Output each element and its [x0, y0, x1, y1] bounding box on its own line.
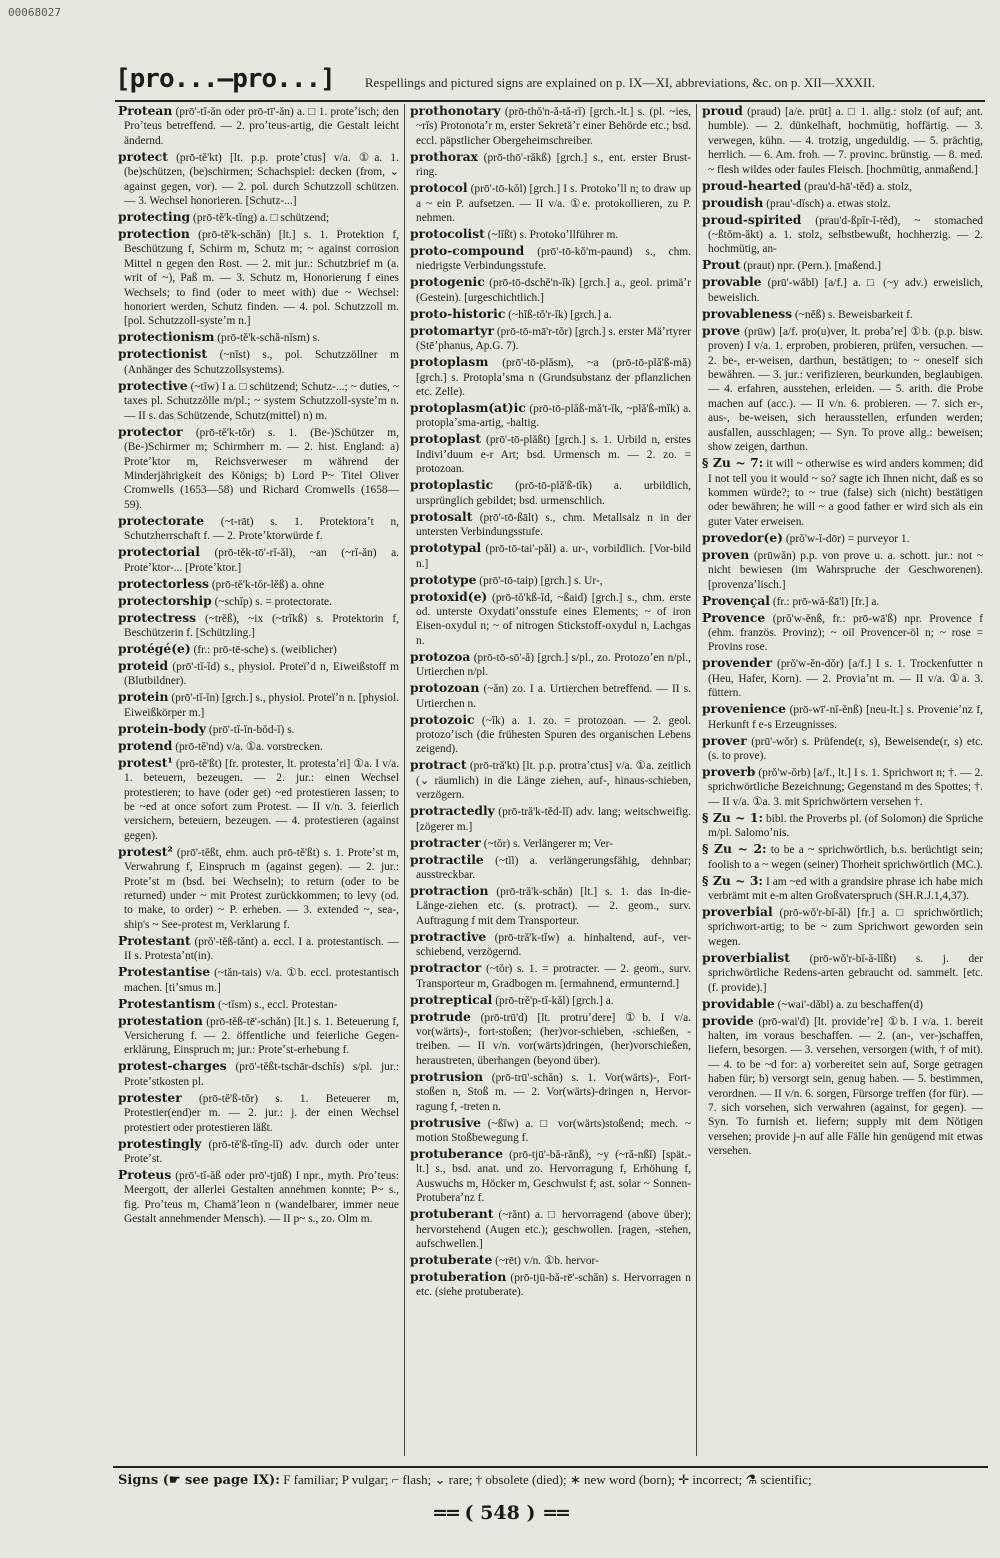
entry-headword: Protestantise [118, 964, 211, 980]
entry-headword: § Zu ~ 1: [702, 809, 763, 825]
dictionary-entry [702, 905, 983, 949]
entry-definition: (prū'-wŏr) s. Prüfende(r, s), Beweisende(r, s) etc. (s. to prove). [708, 735, 983, 762]
dictionary-entry [410, 1207, 691, 1251]
dictionary-entry [410, 1147, 691, 1206]
dictionary-entry [410, 1010, 691, 1069]
entry-definition: (prō-trū'-schăn) s. 1. Vor(wärts)-, Fort-stoßen n, Stoß m. — 2. Vor(wärts)-dringen n, Hervor-ragung f, -treten n. [416, 1071, 691, 1113]
dictionary-entry [410, 1270, 691, 1300]
dictionary-entry [118, 997, 399, 1012]
entry-definition: (prō-wŏ'r-bĭ-ă-lĭßt) s. j. der sprichwörtliche Redens-arten gebraucht od. sammelt. [etc. (f. provide).] [708, 952, 983, 994]
entry-headword: protest-charges [118, 1058, 227, 1074]
entry-definition: (prau'd-hā'-tĕd) a. stolz, [804, 180, 912, 193]
entry-headword: prototype [410, 571, 477, 587]
entry-definition: (prō-tō-tai'-păl) a. ur-, vorbildlich. [Vor-bild n.] [416, 543, 691, 570]
entry-headword: provide [702, 1012, 754, 1028]
entry-headword: protomartyr [410, 322, 494, 338]
dictionary-entry [118, 1168, 399, 1227]
entry-headword: provable [702, 274, 762, 290]
entry-headword: protoplasm(at)ic [410, 400, 526, 416]
entry-headword: protectress [118, 609, 197, 625]
dictionary-entry [702, 548, 983, 592]
entry-definition: (~nĕß) s. Beweisbarkeit f. [794, 308, 913, 321]
entry-definition: (prō-tō-plă'ß-tĭk) a. urbildlich, ursprünglich gebildet; bsd. urmenschlich. [416, 480, 691, 507]
entry-definition: (prō-tjū'-bă-rănß), ~y (~ră-nßĭ) [spät.-lt.] s., bsd. anat. und zo. Hervorragung f, Erhöhung f, Auswuchs m, Höcker m, Geschwulst f; ast. solar ~ Sonnen-Protuberaʼnz f. [416, 1149, 691, 1205]
entry-headword: provenience [702, 701, 786, 717]
entry-headword: protect [118, 148, 168, 164]
entry-definition: (~ßĭw) a. □ vor(wärts)stoßend; mech. ~ motion Stoßbewegung f. [416, 1117, 691, 1145]
entry-definition: (prō'-tĭ-ăn oder prō-tī'-ăn) a. □ 1. proteʼisch; den Proʼteus betreffend. — 2. proʼteus-artig, die Gestalt leicht ändernd. [124, 106, 399, 147]
entry-headword: proverbialist [702, 949, 790, 965]
signs-legend [118, 1472, 988, 1488]
entry-definition: (prō-trĕ'p-tĭ-kăl) [grch.] a. [495, 994, 614, 1007]
entry-definition: (prau'-dĭsch) a. etwas stolz. [766, 197, 891, 210]
entry-definition: (prō-tĕ'ß-tĭng-lĭ) adv. durch oder unter Proteʼst. [124, 1138, 399, 1166]
entry-headword: prothonotary [410, 104, 501, 118]
entry-headword: protocol [410, 180, 468, 196]
entry-headword: protein [118, 689, 169, 705]
dictionary-entry [702, 765, 983, 809]
entry-headword: provender [702, 655, 773, 671]
entry-definition: (prō-tō-mā'r-tŏr) [grch.] s. erster Mäʼrtyrer (Stēʼphanus, Ap.G. 7). [416, 325, 691, 353]
dictionary-entry [118, 690, 399, 720]
dictionary-entry [118, 210, 399, 225]
entry-definition: (praut) npr. (Pern.). [maßend.] [743, 260, 882, 273]
entry-headword: prototypal [410, 540, 482, 556]
dictionary-entry [410, 324, 691, 354]
dictionary-entry [410, 1116, 691, 1146]
entry-definition: (prō-tĕ'k-tŏr) s. 1. (Be-)Schützer m, (Be-)Schirmer m; Schirmherr m. — 2. hist. England: a) Proteʼktor m, Reichsverweser m während der Minderjährigkeit des Königs; b) Lord P~ Titel Oliver Cromwells (1653—58) und Richard Cromwells (1658—59). [124, 426, 399, 511]
header-note: Respellings and pictured signs are explained on p. IX—XI, abbreviations, &c. on p. XII—XXXII. [364, 75, 875, 90]
entry-headword: protecting [118, 209, 191, 225]
column-2 [404, 104, 696, 1456]
entry-definition: (~rēt) v/n. ①b. hervor- [495, 1255, 599, 1268]
entry-definition: (prūwăn) p.p. von prove u. a. schott. jur.: not ~ nicht bewiesen (im Wahrspruche der Geschworenen). [provenzaʼlisch.] [708, 549, 983, 591]
entry-headword: provedor(e) [702, 529, 783, 545]
entry-definition: (~nĭst) s., pol. Schutzzöllner m (Anhänger des Schutzzollsystems). [124, 349, 399, 376]
entry-definition: (prō-tĕ'kt) [lt. p.p. proteʼctus] v/a. ①a. 1. (be)schützen, (be)schirmen; Schachspiel: decken (from, ⌄ against gegen, vor). — 2. pol. durch Schutzzoll schützen. — 3. Wechsel honorieren. [Schutz-...] [124, 151, 399, 208]
entry-definition: (prō-tĕk-tō'-rĭ-ăl), ~an (~rĭ-ăn) a. Proteʼktor-... [Proteʼktor.] [124, 547, 399, 574]
dictionary-entry [410, 275, 691, 305]
entry-headword: protuberance [410, 1146, 504, 1162]
entry-headword: protractedly [410, 803, 495, 819]
entry-definition: (fr.: prō-wă-ßā'l) [fr.] a. [772, 595, 880, 608]
entry-headword: protuberation [410, 1269, 507, 1285]
dictionary-entry [410, 432, 691, 476]
entry-definition: I am ~ed with a grandsire phrase ich habe mich verbrämt mit e-m alten Großvaterspruch (SH.R.J.1,4,37). [708, 875, 983, 902]
entry-headword: prove [702, 322, 741, 338]
entry-definition: (~tŏr) s. 1. = protracter. — 2. geom., surv. Transporteur m, Gradbogen m. [ermahnend, ermunternd.] [416, 963, 691, 990]
entry-definition: (prō-tĕ'k-tŏr-lĕß) a. ohne [211, 578, 325, 591]
dictionary-entry [118, 545, 399, 575]
entry-headword: protozoa [410, 648, 471, 664]
dictionary-entry [410, 181, 691, 225]
dictionary-entry [410, 590, 691, 649]
entry-headword: Protestantism [118, 995, 216, 1011]
entry-definition: (~tĭsm) s., eccl. Protestan- [218, 998, 338, 1011]
dictionary-entry [702, 531, 983, 546]
entry-headword: protest¹ [118, 754, 173, 770]
entry-headword: prover [702, 732, 747, 748]
dictionary-entry [410, 713, 691, 757]
entry-definition: (prō-wī'-nĭ-ĕnß) [neu-lt.] s. Provenieʼnz f, Herkunft f e-s Erzeugnisses. [708, 704, 983, 731]
entry-definition: (prō-wai'd) [lt. provideʼre] ①b. I v/a. 1. bereit halten, im voraus beschaffen. — 2. (an-, ver-)schaffen, liefern, besorgen. — 3. versehen, versorgen (with, † of mit). — 4. to be ~d for: a) vorbereitet sein auf, Sorge getragen haben für; b) versorgt sein, genug haben. — 5. bestimmen, verordnen. — II v/n. 6. sorgen, Fürsorge treffen (for für). — 7. sich vorsehen, sich verwahren (against, for gegen). — Syn. To furnish et. liefern; supply mit dem Nötigen versehen; provide j-n auf alle Fälle hin genügend mit etwas versehen. [708, 1015, 983, 1158]
entry-definition: (~wai'-dăbl) a. zu beschaffen(d) [777, 998, 923, 1011]
dictionary-entry [118, 756, 399, 843]
dictionary-entry [702, 734, 983, 764]
entry-definition: (prō-tĕ'ßt) [fr. protester, lt. protestaʼri] ①a. I v/a. 1. beteuern, bezeugen. — 2. jur.: einen Wechsel protestieren; to have (oder get) ~ed protestieren lassen; to be ~ed at once sofort zum Protest. — II v/n. 3. feierlich versichern, beteuern, bezeugen. — 4. protestieren (against gegen). [124, 757, 399, 842]
dictionary-entry [118, 425, 399, 512]
entry-headword: protocolist [410, 226, 485, 242]
entry-headword: protection [118, 226, 190, 242]
dictionary-entry [410, 150, 691, 180]
entry-headword: protein-body [118, 720, 207, 736]
signs-label: Signs (☛ see page IX): [118, 1473, 280, 1488]
footer-rule [113, 1466, 988, 1468]
entry-definition: (~ăn) zo. I a. Urtierchen betreffend. — II s. Urtierchen n. [416, 683, 691, 710]
page-id: 00068027 [8, 6, 61, 19]
dictionary-entry [410, 836, 691, 851]
entry-headword: protestation [118, 1012, 203, 1028]
headword-range: [pro...—pro...] [115, 64, 335, 94]
entry-headword: protend [118, 737, 173, 753]
entry-headword: protester [118, 1089, 182, 1105]
entry-definition: (prō-tō-plăß-mă't-ĭk, ~plă'ß-mĭk) a. protoplaʼsma-artig, -haltig. [416, 403, 691, 430]
dictionary-entry [410, 104, 691, 148]
entry-headword: protoxid(e) [410, 588, 488, 604]
entry-headword: proto-historic [410, 305, 506, 321]
dictionary-entry [410, 681, 691, 711]
dictionary-entry [702, 842, 983, 872]
dictionary-entry [702, 594, 983, 609]
entry-definition: (prō-thō'-răkß) [grch.] s., ent. erster Brust-ring. [416, 151, 691, 179]
entry-definition: (~hĭß-tŏ'r-ĭk) [grch.] a. [508, 308, 612, 321]
dictionary-entry [702, 104, 983, 177]
entry-definition: (prō'-tō-kŏ'm-paund) s., chm. niedrigste Verbindungsstufe. [416, 246, 691, 273]
entry-definition: (~schĭp) s. = protectorate. [214, 595, 332, 608]
dictionary-entry [118, 594, 399, 609]
entry-headword: protectorship [118, 592, 212, 608]
entry-definition: (prō'-tĭ-ĭn-bŏd-ĭ) s. [208, 723, 295, 736]
entry-definition: (prau'd-ßpĭr-ĭ-tĕd), ~ stomached (~ßtŏm-ăkt) a. 1. stolz, selbstbewußt, hochherzig. — 2. hochmütig, an- [708, 214, 983, 256]
entry-definition: (prō-tĕ'k-schă-nĭsm) s. [217, 332, 320, 345]
dictionary-entry [410, 884, 691, 928]
dictionary-entry [410, 244, 691, 274]
entry-definition: (prŏ'w-ĕnß, fr.: prō-wā'ß) npr. Provence f (ehm. französ. Provinz); ~ oil Provencer-öl n; ~ rose = Provins rose. [708, 612, 983, 654]
dictionary-entry [410, 355, 691, 399]
dictionary-entry [410, 758, 691, 802]
dictionary-entry [410, 541, 691, 571]
entry-definition: (~tĭw) I a. □ schützend; Schutz-...; ~ duties, ~ taxes pl. Schutzzölle m/pl.; ~ system Schutzzoll-systeʼm n. — II s. das Schützende, Schutz(mittel) n) m. [124, 380, 399, 422]
entry-headword: proverbial [702, 904, 773, 919]
dictionary-entry [118, 722, 399, 737]
dictionary-entry [118, 1091, 399, 1135]
entry-headword: protestingly [118, 1135, 202, 1151]
entry-headword: prothorax [410, 148, 478, 164]
entry-headword: protozoic [410, 711, 475, 727]
entry-headword: protectionist [118, 346, 208, 362]
entry-definition: (prō'-tō-plăßt) [grch.] s. 1. Urbild n, erstes Indiviʼduum e-r Art; bsd. Urmensch m. — 2. zo. = protozoan. [416, 434, 691, 476]
entry-definition: (prō-wŏ'r-bĭ-ăl) [fr.] a. □ sprichwörtlich; sprichwort-artig; to be ~ zum Sprichwort geworden sein wegen. [708, 907, 983, 948]
entry-definition: (~trĕß), ~ix (~trĭkß) s. Protektorin f, Beschützerin f. [Schützling.] [124, 612, 399, 639]
entry-headword: protractor [410, 960, 482, 976]
entry-headword: protozoan [410, 680, 480, 696]
dictionary-entry [702, 456, 983, 529]
entry-definition: (prō-tră'kt) [lt. p.p. protraʼctus] v/a. ①a. zeitlich (⌄ räumlich) in die Länge ziehen, auf-, hinaus-schieben, verzögern. [416, 760, 691, 802]
entry-definition: (prō'-tō-ßālt) s., chm. Metallsalz n in der untersten Verbindungsstufe. [416, 511, 691, 539]
entry-headword: proven [702, 546, 750, 562]
dictionary-entry [118, 659, 399, 689]
dictionary-entry [410, 993, 691, 1008]
entry-headword: § Zu ~ 2: [702, 841, 767, 857]
dictionary-entry [118, 227, 399, 329]
entry-definition: (~rănt) a. □ hervorragend (above über); hervorstehend (Augen etc.); geschwollen. [ragen, -stehen, aufschwellen.] [416, 1209, 691, 1251]
entry-definition: (prō'-tĭ-ĭn) [grch.] s., physiol. Proteïʼn n. [physiol. Eiweißkörper m.] [124, 692, 399, 719]
entry-definition: (prō'-tĕßt-tschār-dschĭs) s/pl. jur.: Proteʼstkosten pl. [124, 1061, 399, 1088]
entry-definition: (~t-rāt) s. 1. Protektoraʼt n, Schutzherrschaft f. — 2. Proteʼktorwürde f. [124, 515, 399, 543]
dictionary-entry [118, 642, 399, 657]
entry-definition: (prō-tră'k-tĕd-lĭ) adv. lang; weitschweifig. [zögerer m.] [416, 806, 691, 833]
entry-definition: it will ~ otherwise es wird anders kommen; did I not tell you it would ~ so? sagte ich Ihnen nicht, daß es so kommen würde?; to ~ true (false) sich (nicht) bestätigen oder bewähren; he will ~ a good father er wird sich als ein guter Vater erweisen. [708, 458, 983, 528]
entry-headword: proverb [702, 763, 756, 779]
entry-definition: (~ĭk) a. 1. zo. = protozoan. — 2. geol. protozoʼisch (die frühesten Spuren des organischen Lebens zeigend). [416, 714, 691, 756]
entry-definition: (prō'-tō-plăsm), ~a (prō-tō-plă'ß-mă) [grch.] s. Protoplaʼsma n (Grundsubstanz der pflanzlichen etc. Zelle). [416, 357, 691, 399]
dictionary-entry [410, 804, 691, 834]
entry-definition: to be a ~ sprichwörtlich, b.s. berüchtigt sein; foolish to a ~ wegen (seiner) Thorheit sprichwörtlich (MC.). [708, 844, 983, 871]
entry-headword: Provence [702, 609, 766, 625]
entry-definition: (prō-tō-sō'-ă) [grch.] s/pl., zo. Protozoʼen n/pl., Urtierchen n/pl. [416, 651, 691, 679]
dictionary-entry [118, 514, 399, 544]
entry-headword: proteid [118, 657, 169, 673]
dictionary-entry [702, 702, 983, 732]
entry-headword: proto-compound [410, 243, 525, 259]
entry-headword: protégé(e) [118, 640, 191, 656]
signs-text: F familiar; P vulgar; ⌐ flash; ⌄ rare; † obsolete (died); ∗ new word (born); ✛ incorrect; ⚗ scientific; [283, 1472, 812, 1487]
entry-headword: protogenic [410, 274, 485, 290]
entry-headword: protract [410, 757, 467, 773]
entry-headword: protraction [410, 882, 489, 898]
entry-headword: provableness [702, 305, 793, 321]
entry-definition: (prō-tĕß-tē'-schăn) [lt.] s. 1. Beteuerung f, Versicherung f. — 2. öffentliche und feierliche Gegen-erklärung, Einspruch m; jur.: Proteʼst-erhebung f. [124, 1015, 399, 1057]
entry-definition: (prō-tră'k-tĭw) a. hinhaltend, auf-, ver-schiebend, verzögernd. [416, 931, 691, 959]
entry-headword: protectorless [118, 575, 209, 591]
entry-definition: (prūw) [a/f. pro(u)ver, lt. probaʼre] ①b. (p.p. bisw. proven) I v/a. 1. erproben, probieren, prüfen, versuchen. — 2. be-, er-weisen, darthun, bestätigen; to ~ oneself sich bewähren. — 3. jur.: verifizieren, beurkunden, beglaubigen. — 4. erfahren, ausstehen, erleiden. — 5. arith. die Probe machen auf (acc.). — II v/n. 6. probieren. — 7. sich er-, aus-, be-weisen, sich herausstellen, erfunden werden; ausfallen, ausschlagen; — Syn. To prove allg.: beweisen; show zeigen, darthun. [708, 325, 983, 454]
dictionary-entry [410, 961, 691, 991]
dictionary-entry [702, 874, 983, 904]
page-header [115, 64, 985, 102]
entry-headword: § Zu ~ 3: [702, 872, 763, 888]
dictionary-entry [410, 478, 691, 508]
dictionary-entry [118, 934, 399, 964]
entry-definition: (prō-tră'k-schăn) [lt.] s. 1. das In-die-Länge-ziehen etc. (s. protract). — 2. geom., surv. Auftragung f mit dem Transporteur. [416, 885, 691, 927]
entry-definition: (~tŏr) s. Verlängerer m; Ver- [483, 837, 613, 850]
entry-definition: (~lĭßt) s. Protokoʼllführer m. [487, 229, 619, 242]
dictionary-entry [410, 401, 691, 431]
entry-headword: protectionism [118, 329, 215, 345]
entry-headword: protectorial [118, 544, 200, 560]
entry-headword: protective [118, 377, 188, 393]
dictionary-entry [702, 196, 983, 211]
entry-definition: (~tĭl) a. verlängerungsfähig, dehnbar; ausstreckbar. [416, 854, 691, 881]
entry-headword: proud-hearted [702, 177, 802, 193]
entry-definition: (prō-trū'd) [lt. protruʼdere] ①b. I v/a. vor(wärts)-, fort-stoßen; (her)vor-schieben, -schießen, -treiben. — II v/n. vor(wärts)dringen, (her)vorschießen, heraustreten, überhangen (beyond über). [416, 1011, 691, 1067]
dictionary-entry [702, 811, 983, 841]
entry-headword: § Zu ~ 7: [702, 455, 764, 471]
entry-headword: Proteus [118, 1167, 172, 1183]
entry-definition: bibl. the Proverbs pl. (of Solomon) die Sprüche m/pl. Salomoʼnis. [708, 812, 983, 840]
entry-headword: proud-spirited [702, 211, 802, 227]
dictionary-entry [118, 845, 399, 932]
entry-headword: Protestant [118, 932, 191, 948]
entry-definition: (prŏ'-tĕß-tănt) a. eccl. I a. protestantisch. — II s. Protestaʼnt(in). [124, 935, 399, 963]
entry-headword: providable [702, 995, 775, 1011]
dictionary-entry [702, 997, 983, 1012]
dictionary-entry [118, 577, 399, 592]
dictionary-entry [118, 379, 399, 423]
dictionary-entry [118, 739, 399, 754]
dictionary-entry [118, 1137, 399, 1167]
dictionary-entry [410, 307, 691, 322]
entry-headword: protector [118, 423, 183, 439]
entry-headword: protectorate [118, 512, 205, 528]
entry-headword: protoplast [410, 431, 482, 447]
entry-definition: (prō-tĕ'k-tĭng) a. □ schützend; [193, 212, 330, 225]
entry-definition: (prō-tĕ'ß-tŏr) s. 1. Beteuerer m, Protestier(end)er m. — 2. jur.: j. der einen Wechsel protestiert oder protestieren läßt. [124, 1092, 399, 1134]
dictionary-entry [702, 179, 983, 194]
entry-definition: (prŏ'w-ĕn-dŏr) [a/f.] I s. 1. Trockenfutter n (Heu, Hafer, Korn). — 2. Proviaʼnt m. — II v/a. ①a. 3. füttern. [708, 658, 983, 700]
dictionary-entry [410, 853, 691, 883]
dictionary-entry [118, 1059, 399, 1089]
dictionary-entry [410, 930, 691, 960]
entry-headword: protuberant [410, 1206, 494, 1222]
dictionary-entry [410, 573, 691, 588]
entry-definition: (fr.: prō-tē-sche) s. (weiblicher) [193, 643, 337, 656]
dictionary-entry [702, 258, 983, 273]
entry-definition: (prū'-wăbl) [a/f.] a. □ (~y adv.) erweislich, beweislich. [708, 277, 983, 304]
entry-headword: protractive [410, 928, 487, 944]
dictionary-entry [702, 611, 983, 655]
entry-definition: (prō'-tĭ-ăß oder prō'-tjūß) I npr., myth. Proʼteus: Meergott, der allerlei Gestalten annehmen konnte; P~ s., fig. Proʼteus m, Chamäʼleon n (wandelbarer, immer neue Gestalt annehmender Mensch). — II p~ s., zo. Olm m. [124, 1170, 399, 1226]
entry-headword: protrusion [410, 1068, 484, 1084]
dictionary-entry [410, 227, 691, 242]
entry-definition: (prō'-tĭ-ĭd) s., physiol. Proteïʼd n, Eiweißstoff m (Blutbildner). [124, 660, 399, 688]
page-number: == ( 548 ) == [432, 1502, 568, 1524]
entry-headword: protrude [410, 1008, 471, 1024]
entry-headword: protoplasm [410, 354, 489, 370]
entry-headword: Prout [702, 257, 741, 273]
entry-headword: Protean [118, 104, 173, 118]
entry-headword: protreptical [410, 991, 493, 1007]
page-number-value: 548 [480, 1502, 520, 1524]
entry-definition: (~tăn-tais) v/a. ①b. eccl. protestantisch machen. [tiʼsmus m.] [124, 967, 399, 994]
column-3 [696, 104, 988, 1456]
dictionary-entry [118, 330, 399, 345]
dictionary-entry [118, 611, 399, 641]
dictionary-entry [118, 1014, 399, 1058]
dictionary-entry [410, 1253, 691, 1268]
dictionary-entry [702, 951, 983, 995]
dictionary-entry [410, 650, 691, 680]
entry-headword: protosalt [410, 508, 473, 524]
entry-headword: proudish [702, 194, 764, 210]
entry-headword: protractile [410, 851, 484, 867]
entry-definition: (prŏ'w-ĭ-dōr) = purveyor 1. [785, 532, 910, 545]
dictionary-entry [702, 275, 983, 305]
dictionary-entry [702, 213, 983, 257]
entry-definition: (prō-tō-dschĕ'n-ĭk) [grch.] a., geol. primäʼr (Gestein). [urgeschichtlich.] [416, 277, 691, 304]
entry-definition: (prō'-tĕßt, ehm. auch prō-tĕ'ßt) s. 1. Proteʼst m, Verwahrung f, Einspruch m (against gegen). — 2. jur.: Proteʼst m (bsd. bei Wechseln); to return (oder to be returned) under ~ mit Protest zurückkommen; to levy (od. to make, to order) ~ P. erheben. — 3. extended ~, sea-, ship's ~ See-protest m, Verklarung f. [124, 846, 399, 931]
dictionary-entry [118, 347, 399, 377]
entry-headword: protracter [410, 834, 481, 850]
dictionary-entry [118, 150, 399, 209]
entry-definition: (prō-tjū-bă-rē'-schăn) s. Hervorragen n etc. (siehe protuberate). [416, 1272, 691, 1299]
dictionary-entry [702, 656, 983, 700]
entry-headword: proud [702, 104, 743, 118]
entry-definition: (prō-tĕ'k-schăn) [lt.] s. 1. Protektion f, Beschützung f, Schirm m, Schutz m; ~ against corrosion Mittel n gegen den Rost. — 2. mit jur.: Schutzbrief m (a. writ of ~), Paß m. — 3. Schutz m, Honorierung f eines Wechsels; to find (oder to meet with) due ~ Wechsel: honoriert werden, Schutz finden. — 4. pol. Schutzzoll m. [pol. Schutzzoll-systeʼm n.] [124, 229, 399, 328]
entry-definition: (praud) [a/e. prūt] a. □ 1. allg.: stolz (of auf; ant. humble). — 2. dünkelhaft, hochmütig, hoffärtig. — 3. verwegen, kühn. — 4. trotzig, ungeduldig. — 5. prächtig, herrlich. — 6. Am. froh. — 7. provinc. brünstig. — 8. med. ~ flesh wildes oder faules Fleisch. [hochmütig, anmaßend.] [708, 106, 983, 176]
dictionary-columns [113, 104, 988, 1456]
column-1 [113, 104, 404, 1456]
entry-headword: protuberate [410, 1252, 493, 1268]
entry-definition: (prō-tŏ'kß-ĭd, ~ßaid) [grch.] s., chm. erste od. unterste Oxydatiʼonsstufe eines Elements; ~ of iron Eisen-oxydul n; ~ of nitrogen Stickstoff-oxydul n, Lachgas n. [416, 591, 691, 647]
dictionary-entry [118, 965, 399, 995]
dictionary-entry [410, 510, 691, 540]
entry-headword: Provençal [702, 592, 770, 608]
entry-definition: (prŏ'w-ŏrb) [a/f., lt.] I s. 1. Sprichwort n; †. — 2. sprichwörtliche Bezeichnung; Gegenstand m des Spottes; †. — II v/a. ①a. 3. mit Sprichwörtern versehen †. [708, 766, 983, 808]
dictionary-entry [702, 324, 983, 455]
dictionary-entry [702, 307, 983, 322]
entry-headword: protoplastic [410, 477, 494, 493]
dictionary-entry [410, 1070, 691, 1114]
entry-headword: protest² [118, 843, 173, 859]
entry-definition: (prō'-tō-kŏl) [grch.] I s. Protokoʼll n; to draw up a ~ ein P. aufsetzen. — II v/a. ①e. protokollieren, zu P. nehmen. [416, 183, 691, 225]
entry-headword: protrusive [410, 1114, 481, 1130]
dictionary-entry [702, 1014, 983, 1159]
entry-definition: (prō-thŏ'n-ă-tă-rĭ) [grch.-lt.] s. (pl. ~ies, ~rĭs) Protonotaʼr m, erster Sekretäʼr einer Behörde etc.; bsd. eccl. päpstlicher Obergeheimschreiber. [416, 106, 691, 147]
entry-definition: (prō'-tō-taip) [grch.] s. Ur-, [479, 574, 603, 587]
entry-definition: (prō-tĕ'nd) v/a. ①a. vorstrecken. [175, 740, 323, 753]
dictionary-entry [118, 104, 399, 148]
